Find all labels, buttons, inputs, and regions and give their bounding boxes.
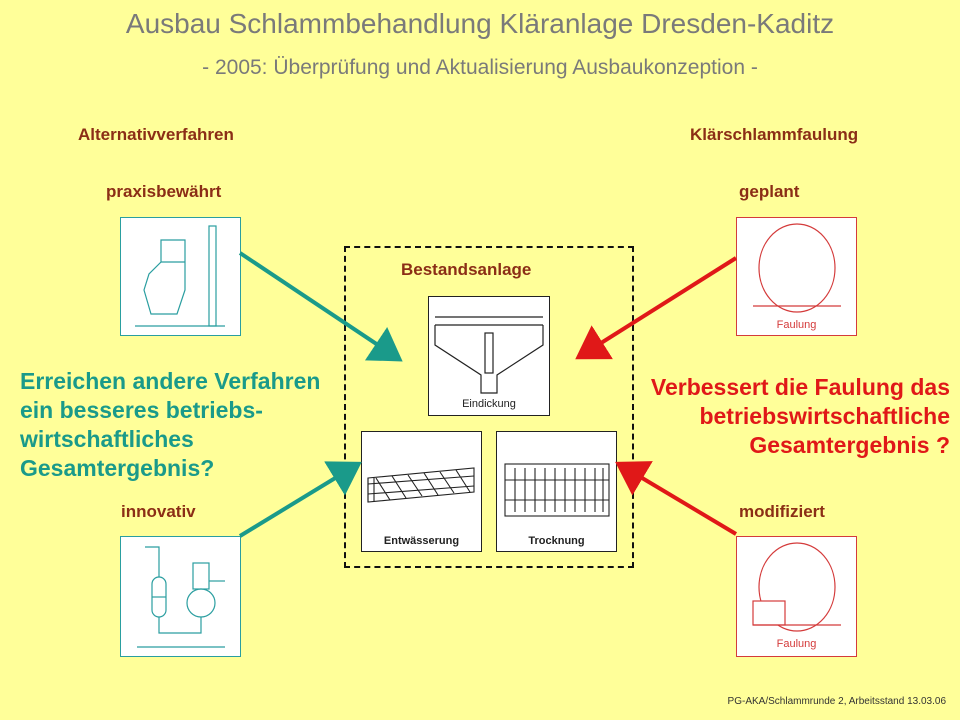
label-innovativ: innovativ	[121, 502, 196, 521]
left-question	[20, 367, 410, 483]
page-subtitle: - 2005: Überprüfung und Aktualisierung Ausbaukonzeption -	[202, 56, 758, 79]
label-praxisbewaehrt: praxisbewährt	[106, 182, 222, 201]
left-question-line-4: Gesamtergebnis?	[20, 455, 215, 481]
eindickung-label: Eindickung	[462, 398, 516, 410]
heading-alternativverfahren: Alternativverfahren	[78, 125, 234, 144]
heading-bestandsanlage: Bestandsanlage	[401, 260, 532, 279]
faulung-geplant-label: Faulung	[776, 319, 817, 331]
right-question	[560, 373, 950, 460]
arrow-modifiziert-to-bestand	[622, 466, 736, 534]
heading-klaerschlammfaulung: Klärschlammfaulung	[690, 125, 859, 144]
left-question-line-2: ein besseres betriebs-	[20, 397, 263, 423]
entwaesserung-label: Entwässerung	[383, 535, 460, 547]
left-question-line-1: Erreichen andere Verfahren	[20, 368, 321, 394]
right-question-line-3: Gesamtergebnis ?	[749, 432, 950, 458]
right-question-line-2: betriebswirtschaftliche	[699, 403, 950, 429]
faulung-modifiziert-label: Faulung	[776, 638, 817, 650]
right-question-line-1: Verbessert die Faulung das	[650, 374, 950, 400]
trocknung-label: Trocknung	[528, 535, 585, 547]
arrow-geplant-to-bestand	[582, 258, 736, 355]
left-question-line-3: wirtschaftliches	[20, 426, 194, 452]
label-geplant: geplant	[739, 182, 800, 201]
arrow-praxisbewaehrt-to-bestand	[240, 253, 396, 357]
footer-note: PG-AKA/Schlammrunde 2, Arbeitsstand 13.03.06	[727, 696, 946, 707]
label-modifiziert: modifiziert	[739, 502, 825, 521]
page-title: Ausbau Schlammbehandlung Kläranlage Dresden-Kaditz	[125, 8, 835, 39]
